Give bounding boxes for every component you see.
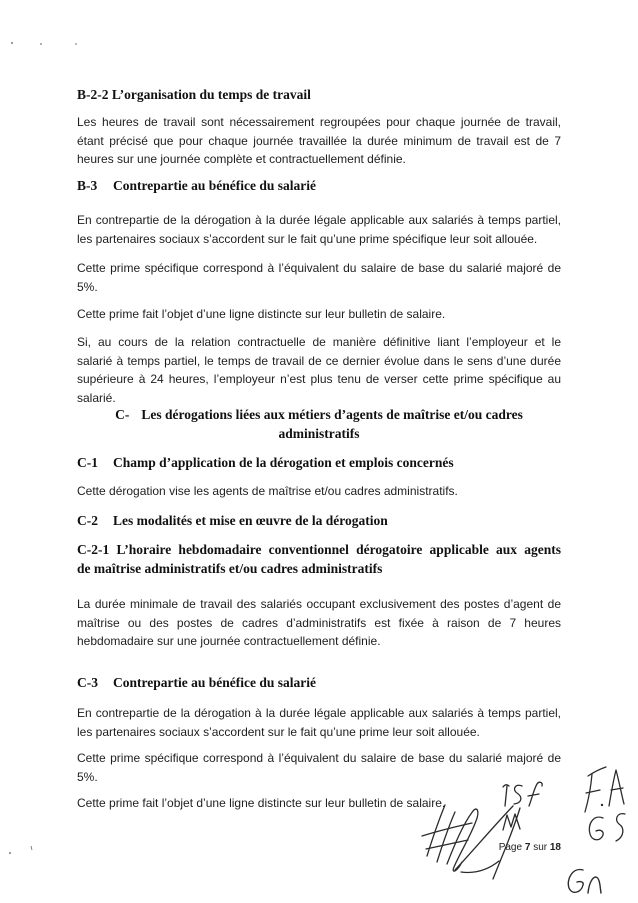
heading-line: [77, 454, 561, 473]
section-title: Contrepartie au bénéfice du salarié: [113, 675, 316, 690]
section-title: L’horaire hebdomadaire conventionnel dérogatoire applicable aux agents: [116, 542, 561, 557]
paragraph: [77, 595, 561, 651]
section-number: C-1: [77, 455, 98, 470]
paragraph-line: hebdomadaire sur une journée contractuellement définie.: [77, 634, 381, 649]
heading-line: [77, 86, 561, 105]
handwritten-initials-gs: [589, 814, 625, 841]
paragraph: [77, 259, 561, 296]
paragraph-line: étant précisé que pour chaque journée travaillée la durée minimum de travail est de 7: [77, 133, 561, 148]
section-heading-b-3: [77, 177, 561, 196]
page-of-label: sur: [533, 842, 548, 853]
section-number: C-2-1: [77, 542, 110, 557]
paragraph-line: Cette prime spécifique correspond à l’équivalent du salaire de base du salarié majoré de: [77, 751, 561, 765]
paragraph-line: Cette dérogation vise les agents de maîtrise et/ou cadres administratifs.: [77, 484, 458, 498]
paragraph-line: 5%.: [77, 279, 98, 294]
section-title: Contrepartie au bénéfice du salarié: [113, 178, 316, 193]
paragraph-line: salarié.: [77, 390, 116, 405]
section-title: Les modalités et mise en œuvre de la dérogation: [113, 513, 388, 528]
paragraph-line: 5%.: [77, 769, 98, 784]
heading-line: [77, 541, 561, 560]
paragraph: [77, 749, 561, 786]
paragraph-line: supérieure à 24 heures, l’employeur n’est plus tenu de verser cette prime spécifique au: [77, 372, 561, 387]
paragraph-line: maîtrise ou des postes de cadres d’administratifs est fixée à raison de 7 heures: [77, 615, 561, 630]
section-number: C-3: [77, 675, 98, 690]
section-number: B-2-2: [77, 87, 109, 102]
section-heading-c-2: [77, 512, 561, 531]
heading-line: [77, 406, 561, 425]
heading-line: [77, 674, 561, 693]
paragraph-line: les partenaires sociaux s’accordent sur le fait qu’une prime leur soit allouée.: [77, 724, 480, 739]
page-total: 18: [549, 842, 561, 853]
section-title: Les dérogations liées aux métiers d’agents de maîtrise et/ou cadres: [141, 407, 523, 422]
paragraph-line: En contrepartie de la dérogation à la durée légale applicable aux salariés à temps partiel,: [77, 706, 561, 720]
paragraph: [77, 211, 561, 248]
paragraph-line: Si, au cours de la relation contractuelle de manière définitive liant l’employeur et le: [77, 335, 561, 349]
paragraph: [77, 794, 561, 813]
paragraph: [77, 305, 561, 324]
paragraph: [77, 113, 561, 169]
paragraph: [77, 333, 561, 407]
paragraph-line: En contrepartie de la dérogation à la durée légale applicable aux salariés à temps partiel,: [77, 213, 561, 227]
paragraph-line: salarié à temps partiel, le temps de travail de ce dernier évolue dans le sens d’une durée: [77, 353, 561, 368]
section-title: de maîtrise administratifs et/ou cadres administratifs: [77, 560, 383, 576]
paragraph-line: La durée minimale de travail des salariés occupant exclusivement des postes d’agent de: [77, 597, 561, 611]
section-number: C-2: [77, 513, 98, 528]
heading-line: [77, 177, 561, 196]
section-title: Champ d’application de la dérogation et emplois concernés: [113, 455, 454, 470]
paragraph-line: Les heures de travail sont nécessairement regroupées pour chaque journée de travail,: [77, 115, 561, 129]
section-heading-c-3: [77, 674, 561, 693]
section-heading-b-2-2: [77, 86, 561, 105]
section-title: administratifs: [278, 425, 360, 441]
page-number: 7: [524, 842, 531, 853]
section-heading-c: [77, 406, 561, 443]
paragraph-line: les partenaires sociaux s’accordent sur le fait qu’une prime spécifique leur soit allouée.: [77, 231, 538, 246]
page-label: Page: [498, 842, 523, 853]
heading-line: [77, 512, 561, 531]
paragraph-line: Cette prime fait l’objet d’une ligne distincte sur leur bulletin de salaire.: [77, 796, 446, 810]
paragraph-line: Cette prime fait l’objet d’une ligne distincte sur leur bulletin de salaire.: [77, 307, 446, 321]
section-heading-c-2-1: [77, 541, 561, 578]
section-title: L’organisation du temps de travail: [111, 87, 311, 102]
handwritten-initials-fa: [585, 767, 624, 812]
section-number: B-3: [77, 178, 98, 193]
section-heading-c-1: [77, 454, 561, 473]
scan-specks: [9, 42, 77, 854]
paragraph-line: heures sur une journée complète et contractuellement définie.: [77, 152, 406, 167]
paragraph: [77, 482, 561, 501]
paragraph: [77, 704, 561, 741]
paragraph-line: Cette prime spécifique correspond à l’équivalent du salaire de base du salarié majoré de: [77, 261, 561, 275]
section-number: C-: [115, 407, 130, 422]
page-number-footer: [499, 842, 561, 854]
handwritten-initials-gn: [568, 870, 601, 893]
